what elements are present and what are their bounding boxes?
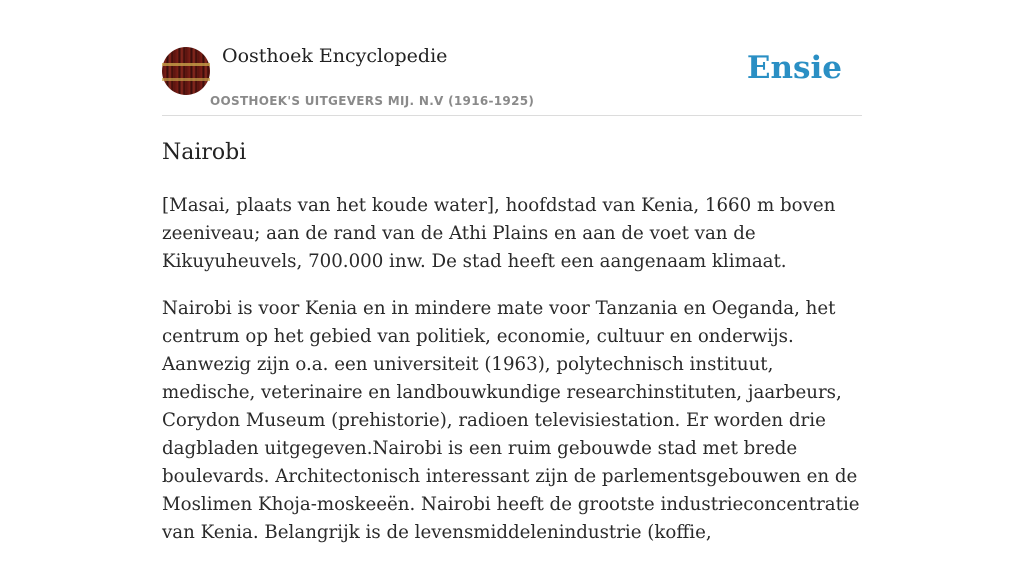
article-paragraph: Nairobi is voor Kenia en in mindere mate voor Tanzania en Oeganda, het centrum op het gebied van politiek, economie, cultuur en onderwijs. Aanwezig zijn o.a. een universiteit (1963), polytechnisch instituut, medische, veterinaire en landbouwkundige researchinstituten, jaarbeurs, Corydon Museum (prehistorie), radioen televisiestation. Er worden drie dagbladen uitgegeven.Nairobi is een ruim gebouwde stad met brede boulevards. Architectonisch interessant zijn de parlementsgebouwen en de Moslimen Khoja-moskeeën. Nairobi heeft de grootste industrieconcentratie van Kenia. Belangrijk is de levensmiddelenindustrie (koffie,	[162, 298, 860, 543]
publication-name[interactable]: Oosthoek Encyclopedie	[222, 45, 448, 67]
ensie-logo[interactable]: Ensie	[746, 50, 842, 86]
article-paragraph: [Masai, plaats van het koude water], hoofdstad van Kenia, 1660 m boven zeeniveau; aan de rand van de Athi Plains en aan de voet van de Kikuyuheuvels, 700.000 inw. De stad heeft een aangenaam klimaat.	[162, 195, 836, 272]
article-body	[162, 192, 862, 566]
publication-header	[162, 0, 862, 116]
publication-avatar[interactable]	[162, 47, 210, 95]
article-title: Nairobi	[162, 140, 247, 165]
publisher-label: OOSTHOEK'S UITGEVERS MIJ. N.V (1916-1925)	[210, 94, 535, 108]
